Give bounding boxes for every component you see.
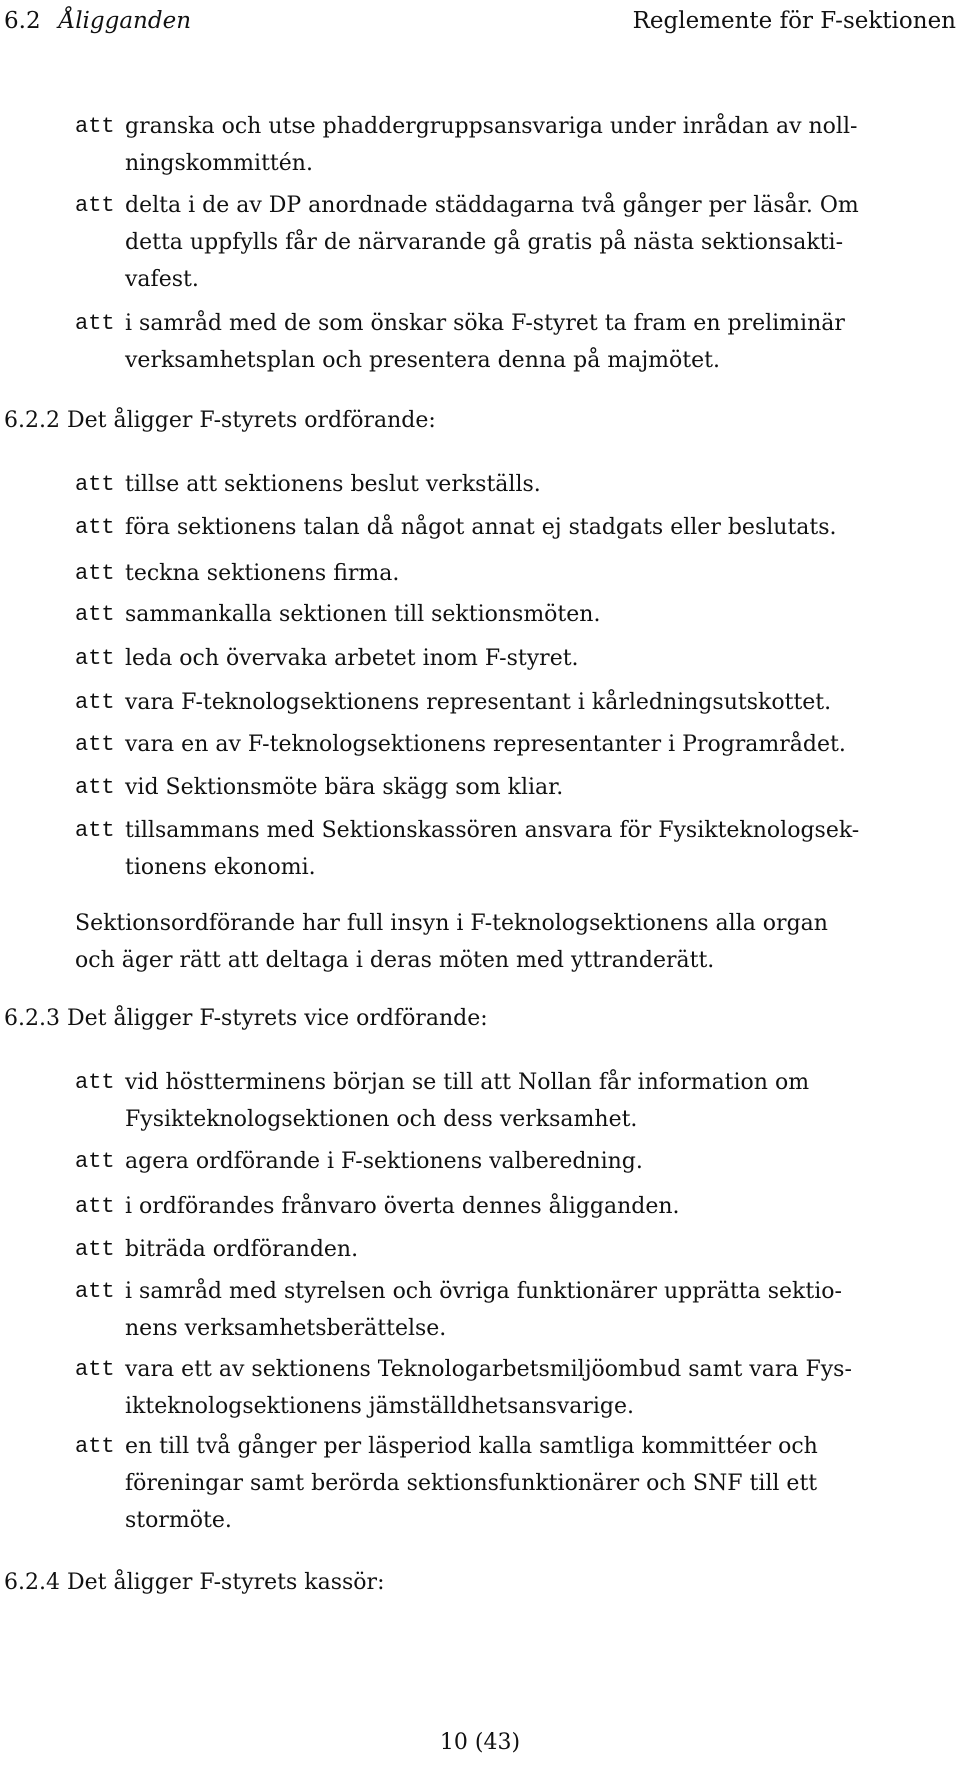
item-text-line: nens verksamhetsberättelse. (125, 1316, 447, 1341)
intro-item (75, 305, 955, 379)
item-text-line: stormöte. (125, 1508, 232, 1533)
page-number: 10 (43) (439, 1730, 521, 1755)
att-keyword: att (75, 690, 115, 715)
att-keyword: att (75, 114, 115, 139)
att-keyword: att (75, 515, 115, 540)
header-section-number: 6.2 (4, 8, 41, 34)
header-section (4, 6, 191, 36)
att-keyword: att (75, 1149, 115, 1174)
duty-item (75, 555, 955, 592)
att-keyword: att (75, 1434, 115, 1459)
section-heading-6-2-4: 6.2.4 Det åligger F-styrets kassör: (4, 1570, 385, 1595)
item-text-line: leda och övervaka arbetet inom F-styret. (125, 646, 579, 671)
item-text-line: i ordförandes frånvaro överta dennes åligganden. (125, 1194, 680, 1219)
att-keyword: att (75, 311, 115, 336)
item-text-line: föreningar samt berörda sektionsfunktionärer och SNF till ett (125, 1471, 818, 1496)
duty-item (75, 1231, 955, 1268)
section-heading-6-2-3: 6.2.3 Det åligger F-styrets vice ordförande: (4, 1006, 488, 1031)
paragraph-line: och äger rätt att deltaga i deras möten med yttranderätt. (75, 948, 715, 973)
duty-item (75, 640, 955, 677)
duty-item (75, 509, 955, 546)
item-text-line: vara ett av sektionens Teknologarbetsmiljöombud samt vara Fys- (125, 1357, 852, 1382)
duty-item (75, 466, 955, 503)
item-text-line: granska och utse phaddergruppsansvariga under inrådan av noll- (125, 114, 858, 139)
header-section-title: Åligganden (58, 8, 192, 34)
item-text-line: ikteknologsektionens jämställdhetsansvarige. (125, 1394, 635, 1419)
duty-item (75, 1064, 955, 1138)
item-text-line: en till två gånger per läsperiod kalla samtliga kommittéer och (125, 1434, 818, 1459)
paragraph-line: Sektionsordförande har full insyn i F-teknologsektionens alla organ (75, 911, 828, 936)
item-text-line: vid Sektionsmöte bära skägg som kliar. (125, 775, 564, 800)
duty-item (75, 596, 955, 633)
att-keyword: att (75, 1070, 115, 1095)
att-keyword: att (75, 561, 115, 586)
item-text-line: Fysikteknologsektionen och dess verksamhet. (125, 1107, 638, 1132)
header-document-title: Reglemente för F-sektionen (632, 8, 956, 34)
item-text-line: detta uppfylls får de närvarande gå gratis på nästa sektionsakti- (125, 230, 844, 255)
item-text-line: agera ordförande i F-sektionens valberedning. (125, 1149, 643, 1174)
item-text-line: vara en av F-teknologsektionens representanter i Programrådet. (125, 732, 846, 757)
duty-item (75, 769, 955, 806)
duty-item (75, 1273, 955, 1347)
att-keyword: att (75, 472, 115, 497)
duty-item (75, 1143, 955, 1180)
item-text-line: i samråd med styrelsen och övriga funktionärer upprätta sektio- (125, 1279, 842, 1304)
item-text-line: biträda ordföranden. (125, 1237, 359, 1262)
duty-item (75, 684, 955, 721)
att-keyword: att (75, 1357, 115, 1382)
att-keyword: att (75, 1279, 115, 1304)
att-keyword: att (75, 646, 115, 671)
duty-item (75, 812, 955, 886)
item-text-line: delta i de av DP anordnade städdagarna två gånger per läsår. Om (125, 193, 859, 218)
item-text-line: vid höstterminens början se till att Nollan får information om (125, 1070, 810, 1095)
item-text-line: föra sektionens talan då något annat ej stadgats eller beslutats. (125, 515, 837, 540)
intro-item (75, 187, 955, 298)
item-text-line: vafest. (125, 267, 199, 292)
item-text-line: ningskommittén. (125, 151, 313, 176)
item-text-line: sammankalla sektionen till sektionsmöten. (125, 602, 601, 627)
item-text-line: teckna sektionens firma. (125, 561, 400, 586)
item-text-line: i samråd med de som önskar söka F-styret ta fram en preliminär (125, 311, 845, 336)
item-text-line: tillse att sektionens beslut verkställs. (125, 472, 541, 497)
section-heading-6-2-2: 6.2.2 Det åligger F-styrets ordförande: (4, 408, 436, 433)
att-keyword: att (75, 193, 115, 218)
att-keyword: att (75, 818, 115, 843)
duty-item (75, 1351, 955, 1425)
item-text-line: tillsammans med Sektionskassören ansvara för Fysikteknologsek- (125, 818, 860, 843)
item-text-line: verksamhetsplan och presentera denna på majmötet. (125, 348, 720, 373)
duty-item (75, 1188, 955, 1225)
item-text-line: vara F-teknologsektionens representant i kårledningsutskottet. (125, 690, 832, 715)
att-keyword: att (75, 775, 115, 800)
att-keyword: att (75, 732, 115, 757)
intro-item (75, 108, 955, 182)
att-keyword: att (75, 602, 115, 627)
item-text-line: tionens ekonomi. (125, 855, 316, 880)
duty-item (75, 726, 955, 763)
duty-item (75, 1428, 955, 1539)
att-keyword: att (75, 1194, 115, 1219)
att-keyword: att (75, 1237, 115, 1262)
